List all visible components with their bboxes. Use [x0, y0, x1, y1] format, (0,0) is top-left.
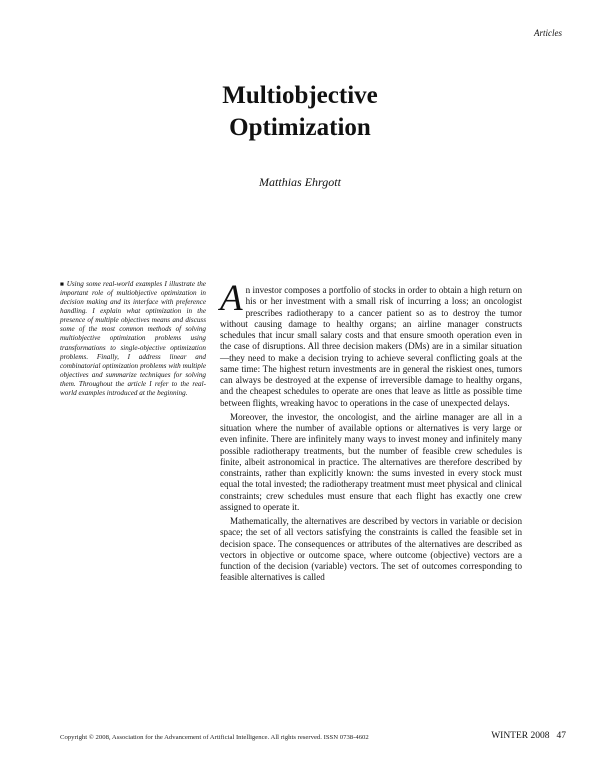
section-label: Articles [534, 28, 562, 38]
article-title [0, 80, 600, 144]
body-paragraph: Mathematically, the alternatives are described by vectors in variable or decision space; the set of all vectors satisfying the constraints is called the feasible set in decision space. The consequences or attributes of the alternatives are described as vectors in objective or outcome space, where outcome (objective) vectors are a function of the decision (variable) vectors. The set of outcomes corresponding to feasible alternatives is called [220, 516, 522, 583]
paragraph-text: n investor composes a portfolio of stocks in order to obtain a high return on his or her investment with a small risk of incurring a loss; an oncologist prescribes radiotherapy to a cancer patient so as to destroy the tumor without causing damage to healthy organs; an airline manager constructs schedules that incur small salary costs and that ensure smooth operation even in the case of disruptions. All three decision makers (DMs) are in a similar situation—they need to make a decision trying to achieve several conflicting goals at the same time: The highest return investments are in general the riskiest ones, tumors can always be destroyed at the expense of irreversible damage to healthy organs, and the cheapest schedules to operate are ones that leave as little as possible time between flights, wreaking havoc to operations in the case of unexpected delays. [220, 285, 522, 408]
abstract [60, 280, 206, 398]
abstract-text: Using some real-world examples I illustrate the important role of multiobjective optimization in decision making and its interface with preference handling. I explain what optimization in the presence of multiple objectives means and discuss some of the most common methods of solving multiobjective optimization problems using transformations to single-objective optimization problems. Finally, I address linear and combinatorial optimization problems with multiple objectives and summarize techniques for solving them. Throughout the article I refer to the real-world examples introduced at the beginning. [60, 280, 206, 397]
article-body [220, 278, 522, 584]
copyright-notice: Copyright © 2008, Association for the Advancement of Artificial Intelligence. All rights reserved. ISSN 0738-4602 [60, 734, 369, 741]
issue-info [491, 731, 566, 741]
body-paragraph: Moreover, the investor, the oncologist, and the airline manager are all in a situation where the number of available options or alternatives is very large or even infinite. There are infinitely many ways to invest money and infinitely many possible radiotherapy treatments, but the number of feasible crew schedules is finite, albeit astronomical in practice. The alternatives are therefore described by constraints, rather than explicitly known: the sums invested in every stock must equal the total invested; the radiotherapy treatment must meet physical and clinical constraints; crew schedules must ensure that each flight has exactly one crew assigned to operate it. [220, 411, 522, 512]
square-bullet-icon: ■ [60, 281, 65, 288]
drop-cap: A [220, 278, 243, 319]
title-line-1: Multiobjective [222, 82, 378, 109]
body-paragraph [220, 278, 522, 409]
page-number: 47 [556, 731, 566, 741]
issue-label: WINTER 2008 [491, 731, 550, 741]
title-line-2: Optimization [229, 114, 371, 141]
author-name: Matthias Ehrgott [259, 175, 341, 189]
